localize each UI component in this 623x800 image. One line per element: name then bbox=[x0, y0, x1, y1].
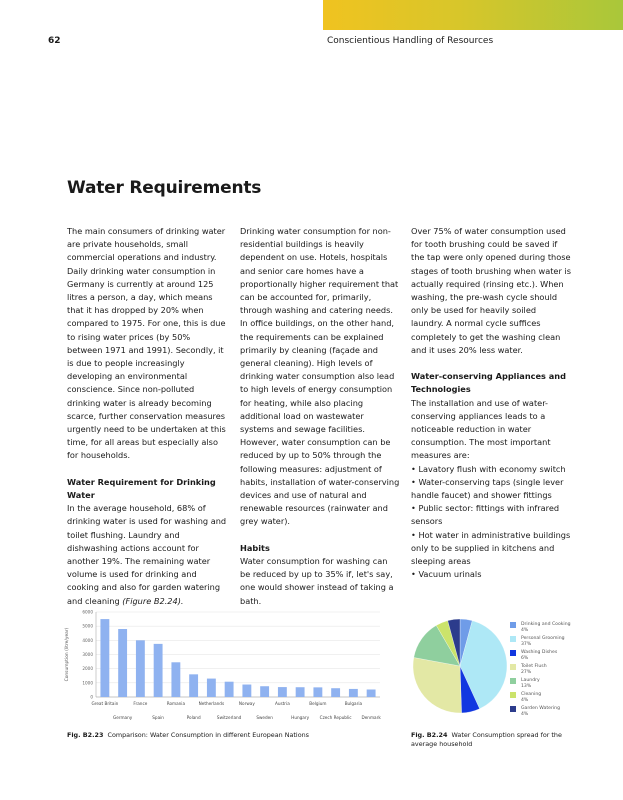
figure-caption-b2-24 bbox=[411, 731, 571, 749]
measures-list bbox=[411, 463, 571, 582]
legend-percent: 6% bbox=[521, 656, 529, 661]
x-tick-label: Austria bbox=[274, 701, 290, 706]
bar bbox=[100, 619, 109, 697]
y-tick-label: 0 bbox=[90, 694, 93, 700]
x-tick-label: Germany bbox=[113, 715, 133, 720]
x-tick-label: Bulgaria bbox=[344, 701, 363, 706]
text-column-3 bbox=[411, 225, 571, 581]
bar bbox=[207, 679, 216, 697]
list-item: • Hot water in administrative buildings only to be supplied in kitchens and sleeping areas bbox=[411, 529, 571, 569]
section-subhead: Habits bbox=[240, 542, 270, 553]
bar bbox=[313, 687, 322, 697]
legend-swatch bbox=[510, 678, 516, 684]
x-tick-label: France bbox=[133, 701, 148, 706]
bar bbox=[331, 688, 340, 697]
legend-percent: 13% bbox=[521, 684, 532, 689]
legend-label: Laundry bbox=[521, 678, 540, 683]
x-tick-label: Spain bbox=[152, 715, 164, 720]
caption-text: Water Consumption spread for the average household bbox=[411, 731, 562, 748]
legend-percent: 27% bbox=[521, 670, 532, 675]
text-column-2 bbox=[240, 225, 400, 608]
paragraph: The installation and use of water-conserving appliances leads to a noticeable reduction in water consumption. The most important measures are: bbox=[411, 397, 551, 461]
legend-percent: 4% bbox=[521, 712, 529, 717]
legend-label: Cleaning bbox=[521, 692, 542, 697]
legend-swatch bbox=[510, 622, 516, 628]
figure-caption-b2-23 bbox=[67, 731, 309, 740]
bar bbox=[136, 640, 145, 697]
x-tick-label: Norway bbox=[238, 701, 255, 706]
bar bbox=[278, 687, 287, 697]
bar bbox=[296, 687, 305, 697]
page-title: Water Requirements bbox=[67, 178, 262, 198]
x-tick-label: Poland bbox=[186, 715, 201, 720]
figure-reference: (Figure B2.24). bbox=[122, 595, 184, 606]
legend-label: Toilet Flush bbox=[521, 664, 547, 669]
bar bbox=[349, 689, 358, 697]
legend-swatch bbox=[510, 650, 516, 656]
y-tick-label: 4000 bbox=[82, 637, 93, 643]
y-tick-label: 1000 bbox=[82, 680, 93, 686]
legend-swatch bbox=[510, 692, 516, 698]
x-tick-label: Czech Republic bbox=[319, 715, 352, 720]
figure-number: Fig. B2.23 bbox=[67, 731, 104, 739]
legend-swatch bbox=[510, 636, 516, 642]
legend-percent: 4% bbox=[521, 698, 529, 703]
legend-swatch bbox=[510, 706, 516, 712]
pie-chart bbox=[410, 616, 510, 716]
bar-chart bbox=[64, 606, 386, 726]
y-tick-label: 3000 bbox=[82, 652, 93, 657]
legend-percent: 4% bbox=[521, 628, 529, 633]
paragraph: Drinking water consumption for non-residential buildings is heavily dependent on use. Hotels, hospitals and senior care homes have a proportionally higher requirement that can be accounted for, primarily, through washing and catering needs. In office buildings, on the other hand, the requirements can be explained primarily by cleaning (façade and general cleaning). High levels of drinking water consumption also lead to high levels of energy consumption for heating, while also placing additional load on wastewater systems and sewage facilities. However, water consumption can be reduced by up to 50% through the following measures: adjustment of habits, installation of water-conserving devices and use of natural and renewable resources (rainwater and grey water). bbox=[240, 226, 400, 527]
y-axis-label: Consumption (litre/year) bbox=[65, 627, 70, 682]
paragraph bbox=[67, 502, 227, 608]
list-item: • Water-conserving taps (single lever handle faucet) and shower fittings bbox=[411, 476, 571, 502]
bar bbox=[242, 685, 251, 697]
legend-label: Garden Watering bbox=[521, 706, 560, 711]
list-item: • Vacuum urinals bbox=[411, 568, 571, 581]
section-subhead: Water Requirement for Drinking Water bbox=[67, 476, 216, 501]
y-tick-label: 2000 bbox=[82, 666, 93, 672]
x-tick-label: Switzerland bbox=[216, 715, 242, 720]
y-tick-label: 6000 bbox=[82, 609, 93, 615]
bar bbox=[189, 674, 198, 697]
x-tick-label: Netherlands bbox=[198, 701, 225, 706]
y-tick-label: 5000 bbox=[82, 623, 93, 629]
x-tick-label: Great Britain bbox=[91, 701, 119, 706]
text-column-1 bbox=[67, 225, 227, 608]
figure-number: Fig. B2.24 bbox=[411, 731, 448, 739]
bar bbox=[225, 682, 234, 697]
x-tick-label: Hungary bbox=[291, 715, 310, 720]
x-tick-label: Romania bbox=[166, 701, 186, 706]
x-tick-label: Belgium bbox=[309, 701, 327, 706]
page-number: 62 bbox=[48, 36, 61, 46]
bar bbox=[367, 689, 376, 697]
legend-percent: 37% bbox=[521, 642, 532, 647]
legend-swatch bbox=[510, 664, 516, 670]
running-header: Conscientious Handling of Resources bbox=[327, 36, 494, 46]
legend-label: Personal Grooming bbox=[521, 636, 565, 641]
pie-slice bbox=[413, 657, 462, 713]
bar bbox=[118, 629, 127, 697]
paragraph-text: In the average household, 68% of drinking water is used for washing and toilet flushing. Laundry and dishwashing actions account for another 19%. The remaining water volume is used for drinking and cooking and also for garden watering and cleaning bbox=[67, 503, 227, 606]
list-item: • Lavatory flush with economy switch bbox=[411, 463, 571, 476]
caption-text: Comparison: Water Consumption in different European Nations bbox=[107, 731, 309, 739]
bar bbox=[154, 644, 163, 697]
header-color-band bbox=[323, 0, 623, 30]
paragraph: Over 75% of water consumption used for tooth brushing could be saved if the tap were only opened during those stages of tooth brushing when water is actually required (rinsing etc.). When washing, the pre-wash cycle should only be used for heavily soiled laundry. A normal cycle suffices completely to get the washing clean and it uses 20% less water. bbox=[411, 226, 571, 355]
bar bbox=[260, 686, 269, 697]
x-tick-label: Sweden bbox=[256, 715, 273, 720]
list-item: • Public sector: fittings with infrared sensors bbox=[411, 502, 571, 528]
legend-label: Drinking and Cooking bbox=[521, 622, 571, 627]
legend-label: Washing Dishes bbox=[521, 650, 558, 655]
x-tick-label: Denmark bbox=[361, 715, 381, 720]
section-subhead: Water-conserving Appliances and Technologies bbox=[411, 371, 566, 395]
paragraph: Water consumption for washing can be reduced by up to 35% if, let's say, one would shower instead of taking a bath. bbox=[240, 556, 394, 606]
bar bbox=[171, 662, 180, 697]
paragraph: The main consumers of drinking water are private households, small commercial operations and industry. Daily drinking water consumption in Germany is currently at around 125 litres a person, a day, which means that it has dropped by 20% when compared to 1975. For one, this is due to rising water prices (by 50% between 1971 and 1991). Secondly, it is due to people increasingly developing an environmental conscience. Since non-polluted drinking water is already becoming scarce, further conservation measures urgently need to be undertaken at this time, for all areas but especially also for households. bbox=[67, 226, 226, 461]
